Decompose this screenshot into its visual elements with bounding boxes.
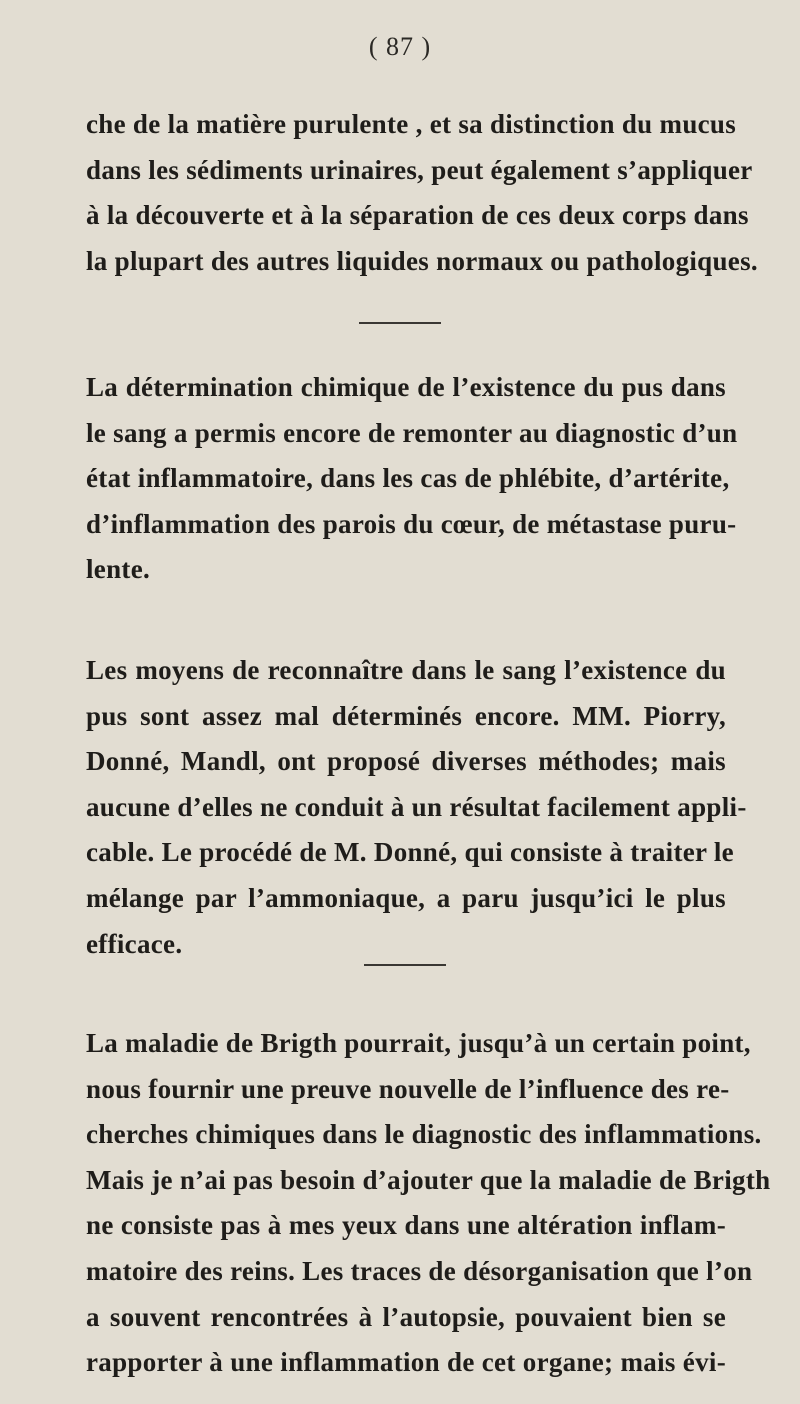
text-line: Mais je n’ai pas besoin d’ajouter que la maladie de Brigth bbox=[86, 1164, 771, 1195]
text-line: Donné, Mandl, ont proposé diverses méthodes; mais bbox=[86, 746, 726, 777]
paragraph-1 bbox=[86, 102, 758, 284]
text-line: efficace. bbox=[86, 928, 183, 959]
text-line: nous fournir une preuve nouvelle de l’influence des re- bbox=[86, 1073, 730, 1104]
paragraph-4 bbox=[86, 1021, 771, 1386]
text-line: le sang a permis encore de remonter au diagnostic d’un bbox=[86, 417, 738, 448]
page-number: ( 87 ) bbox=[368, 32, 432, 61]
text-line: lente. bbox=[86, 554, 151, 585]
text-line: ne consiste pas à mes yeux dans une altération inflam- bbox=[86, 1210, 726, 1241]
section-divider bbox=[359, 322, 441, 324]
text-line: La maladie de Brigth pourrait, jusqu’à un certain point, bbox=[86, 1028, 751, 1058]
paragraph-2 bbox=[86, 365, 738, 593]
text-line: à la découverte et à la séparation de ces deux corps dans bbox=[86, 200, 749, 231]
text-line: dans les sédiments urinaires, peut également s’appliquer bbox=[86, 154, 753, 185]
text-line: d’inflammation des parois du cœur, de métastase puru- bbox=[86, 508, 737, 539]
text-line: pus sont assez mal déterminés encore. MM. Piorry, bbox=[86, 700, 726, 731]
text-line: aucune d’elles ne conduit à un résultat facilement appli- bbox=[86, 791, 747, 822]
text-line: matoire des reins. Les traces de désorganisation que l’on bbox=[86, 1255, 753, 1286]
text-line: cherches chimiques dans le diagnostic des inflammations. bbox=[86, 1119, 762, 1150]
text-line: rapporter à une inflammation de cet organe; mais évi- bbox=[86, 1347, 726, 1378]
paragraph-3 bbox=[86, 648, 747, 967]
text-line: état inflammatoire, dans les cas de phlébite, d’artérite, bbox=[86, 463, 730, 494]
text-line: mélange par l’ammoniaque, a paru jusqu’ici le plus bbox=[86, 882, 726, 913]
text-line: Les moyens de reconnaître dans le sang l’existence du bbox=[86, 655, 726, 685]
text-line: a souvent rencontrées à l’autopsie, pouvaient bien se bbox=[86, 1301, 726, 1332]
text-line: la plupart des autres liquides normaux ou pathologiques. bbox=[86, 245, 758, 276]
section-divider bbox=[364, 964, 446, 966]
text-line: cable. Le procédé de M. Donné, qui consiste à traiter le bbox=[86, 837, 734, 868]
text-line: che de la matière purulente , et sa distinction du mucus bbox=[86, 109, 737, 139]
text-line: La détermination chimique de l’existence du pus dans bbox=[86, 372, 726, 402]
